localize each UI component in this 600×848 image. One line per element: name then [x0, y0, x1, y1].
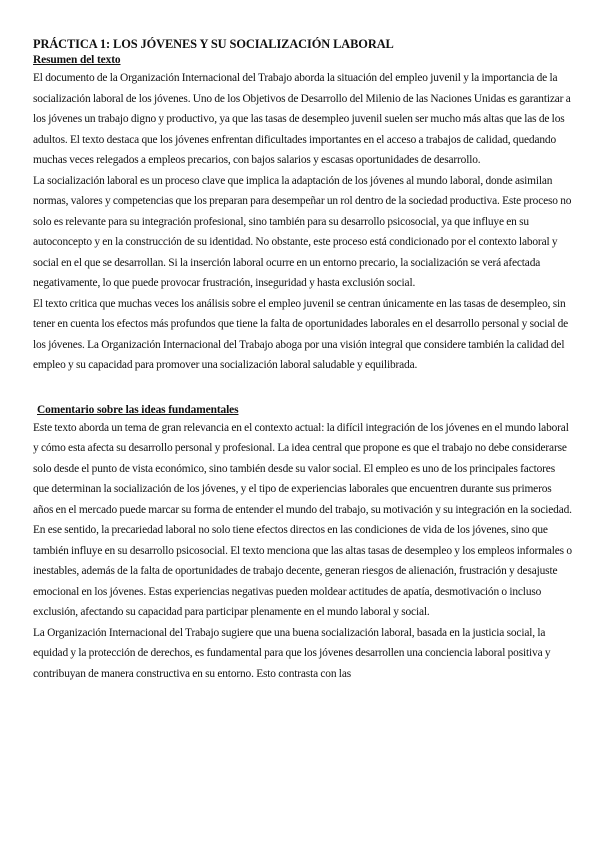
- paragraph: El documento de la Organización Internacional del Trabajo aborda la situación del empleo juvenil y la importancia de la socialización laboral de los jóvenes. Uno de los Objetivos de Desarrollo del Milenio de las Naciones Unidas es garantizar a los jóvenes un trabajo digno y productivo, ya que las tasas de desempleo juvenil suelen ser mucho más altas que las de los adultos. El texto destaca que los jóvenes enfrentan dificultades importantes en el acceso a trabajos de calidad, quedando muchas veces relegados a empleos precarios, con bajos salarios y escasas oportunidades de desarrollo.: [33, 72, 571, 166]
- paragraph: Este texto aborda un tema de gran relevancia en el contexto actual: la difícil integración de los jóvenes en el mundo laboral y cómo esta afecta su desarrollo personal y profesional. La idea central que propone es que el trabajo no debe considerarse solo desde el punto de vista económico, sino también desde su valor social. El empleo es uno de los principales factores que determinan la socialización de los jóvenes, y el tipo de experiencias laborales que encuentren durante sus primeros años en el mercado puede marcar su forma de entender el mundo del trabajo, su motivación y su integración en la sociedad.: [33, 421, 572, 516]
- paragraph: La socialización laboral es un proceso clave que implica la adaptación de los jóvenes al mundo laboral, donde asimilan normas, valores y competencias que los preparan para desempeñar un rol dentro de la sociedad productiva. Este proceso no solo es relevante para su integración profesional, sino también para su desarrollo psicosocial, ya que influye en su autoconcepto y en la construcción de su identidad. No obstante, este proceso está condicionado por el contexto laboral y social en el que se desarrollan. Si la inserción laboral ocurre en un entorno precario, la socialización se verá afectada negativamente, lo que puede provocar frustración, inseguridad y hasta exclusión social.: [33, 174, 572, 289]
- paragraph: En ese sentido, la precariedad laboral no solo tiene efectos directos en las condiciones de vida de los jóvenes, sino que también influye en su desarrollo psicosocial. El texto menciona que las altas tasas de desempleo y los empleos informales o inestables, además de la falta de oportunidades de trabajo decente, generan riesgos de alienación, frustración y desajuste emocional en los jóvenes. Estas experiencias negativas pueden moldear actitudes de apatía, desmotivación o incluso exclusión, afectando su capacidad para participar plenamente en el mundo laboral y social.: [33, 524, 572, 618]
- section-heading-resumen: Resumen del texto: [33, 54, 121, 66]
- document-title: PRÁCTICA 1: LOS JÓVENES Y SU SOCIALIZACIÓN LABORAL: [33, 37, 394, 51]
- paragraph: El texto critica que muchas veces los análisis sobre el empleo juvenil se centran únicamente en las tasas de desempleo, sin tener en cuenta los efectos más profundos que tiene la falta de oportunidades laborales en el desarrollo personal y social de los jóvenes. La Organización Internacional del Trabajo aboga por una visión integral que considere también la calidad del empleo y su capacidad para promover una socialización laboral saludable y equilibrada.: [33, 297, 569, 371]
- paragraph: La Organización Internacional del Trabajo sugiere que una buena socialización laboral, basada en la justicia social, la equidad y la protección de derechos, es fundamental para que los jóvenes desarrollen una conciencia laboral positiva y contribuyan de manera constructiva en su entorno. Esto contrasta con las: [33, 626, 551, 680]
- document-page: [33, 36, 573, 684]
- section-heading-comentario: Comentario sobre las ideas fundamentales: [37, 403, 239, 416]
- blank-line: [33, 376, 573, 402]
